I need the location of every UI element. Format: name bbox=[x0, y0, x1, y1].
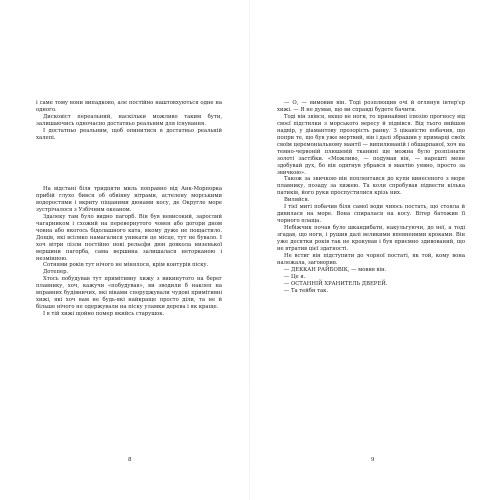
paragraph: Тоді він звівся, якщо не ноги, то принаймні ілюзію прогносу від своєї підстилки з морського вересу й підвівся. Від тього вийшов надвір, у діамантову прозорість ранку. З цікавістю побачив, що попри те, що був уже мертвий, він і далі збрашив у примарці своїх своїм церемоніальному мантії — випилюваній і обшарпаної, хоч на темно-червоній плюшевій тканині ще можна було розпізнати золоті застібки. «Можливо, — подумав він, — нарешті мене здобувай дух, бо він одягнув убрався в мантію уявно, просто за звичкою». bbox=[277, 113, 465, 176]
left-text-block-1 bbox=[36, 100, 222, 142]
paragraph: Дисковіст переальний, наскільки можливо таким бути, залишаючись одночасно достатньо реальним для існування. bbox=[36, 113, 222, 127]
paragraph: На відстані біля тридцяти миль поправно від Анк-Морпорка прибій глухо бився об обвіяну вітрами, астелену морськими водоростями і вкриту піщаними дюнами косу, де Округле море зустрічалося з Узбічним океаном. bbox=[36, 186, 222, 213]
left-text-block-2 bbox=[36, 186, 222, 318]
right-page bbox=[250, 0, 500, 500]
paragraph: — О, — вимовив він. Тоді розплющив очі й оглянув інтер'єр хижі. — Я не думав, що ви справді будете бачити. bbox=[277, 100, 465, 113]
paragraph: Здалеку там було видно пагорб. Він був невисокий, зарослий чагарником і схожий на перевернутого човен або догори дном човна або якогось бідолашного ката, якому дуже не пощастило. Дощів, які всіляко намагалися уникати це місце, тут не бувало. І хоч вітри лізли постійно нові рельєфи дюн довкола низенької вершини пагорба, сама вершина залишалася неторканою і незмінною. bbox=[36, 213, 222, 262]
right-text-block bbox=[277, 100, 465, 295]
paragraph: Не встиг він підступити до чорної постаті, як той, кому вона належала, заговорив. bbox=[277, 252, 465, 266]
page-number: 9 bbox=[371, 457, 375, 463]
paragraph: — ОСТАННІЙ ХРАНИТЕЛЬ ДВЕРЕЙ. bbox=[284, 280, 388, 287]
paragraph: Небіжчик почав було шкандибати, накульгуючи, до неї, а тоді згадав, що ноги, і рушив далі великими впевненими кроками. Він уже десятки років так не крокував і був приємно здивований, що не втратив цієї здатності. bbox=[277, 225, 465, 253]
paragraph: — Та тейбн так. bbox=[284, 287, 329, 294]
paragraph: І в тій хижі щойно помер якийсь старушок. bbox=[43, 311, 165, 318]
paragraph: — Це я. bbox=[284, 273, 306, 280]
paragraph: І достатньо реальним, щоб опинитися в достатньо реальній халепі. bbox=[36, 127, 222, 141]
paragraph: Також за звичкою він поплентався до купи винесеного з моря плавнику, позаду за хижею. Та коли спробував підвести кілька патиків, його руки проспустилися крізь них. bbox=[277, 176, 465, 197]
paragraph: Дотепер. bbox=[43, 269, 69, 276]
paragraph: Сотнями років тут нічого не мінялося, крім контурів піску. bbox=[43, 262, 209, 269]
page-number: 8 bbox=[128, 457, 132, 463]
paragraph: — ДЕККАН РАЙБОВІК, — мовив він. bbox=[284, 266, 387, 273]
paragraph: Хтось побудував тут примітивну хижу з викинутого на берег плавнику, хоч, кажучи «побудував», ви зводили б наклеп на вправних будівничих, які віками споруджували чудові примітивні хижі, які хоч вам не будь-які найкраще просто діли, та не й більше нічого не одержували на піску уламки дерева і як краще. bbox=[36, 276, 222, 311]
paragraph: і саме тому вони випадково, але постійно наштовхуються одне на одного. bbox=[36, 100, 222, 113]
paragraph: І тієї миті побачив біля самої води чиюсь постать, що стояла й дивилася на море. Вона спиралася на косу. Вітер батожив її чорного плаща. bbox=[277, 204, 465, 225]
paragraph: Виляйся. bbox=[284, 197, 310, 204]
